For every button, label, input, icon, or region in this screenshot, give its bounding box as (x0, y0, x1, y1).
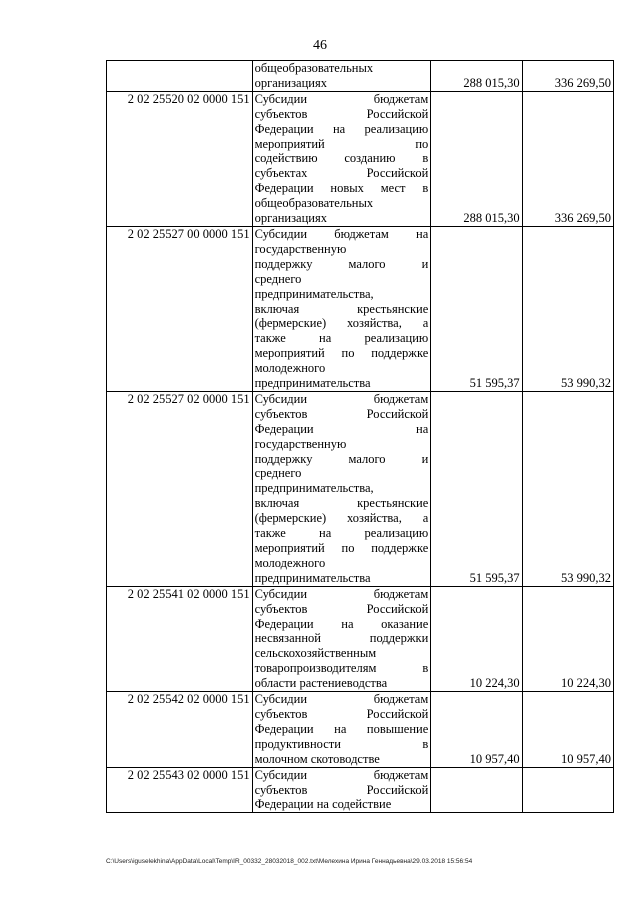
description-cell (252, 692, 431, 768)
description-line: общеобразовательных (254, 196, 374, 211)
description-line: молодежного (254, 361, 326, 376)
amount-year2-cell (522, 767, 613, 813)
description-line: (фермерские) хозяйства, а (254, 316, 429, 331)
amount-year2-cell: 10 224,30 (522, 586, 613, 691)
table-row (107, 91, 614, 226)
description-line: Субсидии бюджетам (254, 91, 429, 106)
description-line: товаропроизводителям в (254, 661, 429, 676)
description-line: субъектов Российской (254, 601, 429, 616)
description-line: мероприятий по поддержке (254, 541, 429, 555)
description-line: среднего (254, 271, 302, 286)
description-line: несвязанной поддержки (254, 631, 429, 646)
description-line: предпринимательства, (254, 286, 374, 301)
description-line: субъектов Российской (254, 706, 429, 721)
table-row (107, 586, 614, 691)
description-line: Федерации на содействие (254, 797, 392, 812)
amount-year1-cell: 10 957,40 (431, 692, 522, 768)
amount-year1-cell: 288 015,30 (431, 61, 522, 92)
description-line: государственную (254, 436, 347, 451)
description-line: также на реализацию (254, 526, 429, 541)
description-line: субъектов Российской (254, 406, 429, 421)
description-line: Субсидии бюджетам (254, 767, 429, 782)
budget-code-cell: 2 02 25527 02 0000 151 (107, 391, 253, 586)
table-row (107, 226, 614, 391)
description-line: предпринимательства (254, 376, 371, 391)
amount-year2-cell: 53 990,32 (522, 226, 613, 391)
budget-code-cell: 2 02 25542 02 0000 151 (107, 692, 253, 768)
description-line: Федерации на оказание (254, 616, 429, 631)
description-line: области растениеводства (254, 676, 388, 691)
budget-code-cell: 2 02 25527 00 0000 151 (107, 226, 253, 391)
page-number: 46 (313, 38, 327, 53)
amount-year1-cell (431, 767, 522, 813)
description-line: Федерации новых мест в (254, 181, 429, 196)
description-line: Субсидии бюджетам (254, 586, 429, 601)
table-row (107, 61, 614, 92)
description-line: Субсидии бюджетам на (254, 226, 429, 241)
table-row (107, 692, 614, 768)
description-line: предпринимательства, (254, 481, 374, 496)
description-line: Федерации на повышение (254, 721, 429, 736)
table-row (107, 391, 614, 586)
description-line: Федерации на (254, 421, 429, 436)
description-cell (252, 391, 431, 586)
description-line: предпринимательства (254, 570, 371, 585)
budget-code-cell: 2 02 25541 02 0000 151 (107, 586, 253, 691)
amount-year1-cell: 288 015,30 (431, 91, 522, 226)
description-line: мероприятий по поддержке (254, 346, 429, 361)
description-line: субъектов Российской (254, 106, 429, 121)
description-line: молодежного (254, 555, 326, 570)
description-line: (фермерские) хозяйства, а (254, 511, 429, 526)
amount-year1-cell: 51 595,37 (431, 391, 522, 586)
description-line: Субсидии бюджетам (254, 391, 429, 406)
description-line: также на реализацию (254, 331, 429, 346)
description-line: включая крестьянские (254, 496, 429, 511)
amount-year2-cell: 336 269,50 (522, 91, 613, 226)
description-line: общеобразовательных (254, 61, 374, 75)
amount-year1-cell: 10 224,30 (431, 586, 522, 691)
footer-file-path: C:\Users\iguselekhina\AppData\Local\Temp\IR_00332_28032018_002.txt\Мелехина Ирина Геннадьевна\29.03.2018 15:56:54 (106, 858, 473, 865)
description-line: мероприятий по (254, 136, 429, 151)
table-body (107, 61, 614, 813)
description-cell (252, 91, 431, 226)
description-line: включая крестьянские (254, 301, 429, 316)
description-line: сельскохозяйственным (254, 646, 377, 661)
amount-year2-cell: 53 990,32 (522, 391, 613, 586)
description-line: организациях (254, 211, 327, 226)
description-line: молочном скотоводстве (254, 751, 380, 766)
description-line: Федерации на реализацию (254, 121, 429, 136)
description-line: содействию созданию в (254, 151, 429, 166)
description-line: Субсидии бюджетам (254, 692, 429, 707)
budget-code-cell: 2 02 25520 02 0000 151 (107, 91, 253, 226)
amount-year1-cell: 51 595,37 (431, 226, 522, 391)
budget-table (106, 60, 614, 813)
amount-year2-cell: 10 957,40 (522, 692, 613, 768)
description-cell (252, 226, 431, 391)
description-line: организациях (254, 75, 327, 90)
description-line: среднего (254, 466, 302, 481)
description-line: субъектах Российской (254, 166, 429, 181)
description-cell (252, 767, 431, 813)
description-line: продуктивности в (254, 736, 429, 751)
budget-code-cell: 2 02 25543 02 0000 151 (107, 767, 253, 813)
table-row (107, 767, 614, 813)
amount-year2-cell: 336 269,50 (522, 61, 613, 92)
description-line: государственную (254, 241, 347, 256)
description-line: поддержку малого и (254, 451, 429, 466)
budget-code-cell (107, 61, 253, 92)
description-line: субъектов Российской (254, 782, 429, 797)
description-cell (252, 61, 431, 92)
description-cell (252, 586, 431, 691)
description-line: поддержку малого и (254, 256, 429, 271)
